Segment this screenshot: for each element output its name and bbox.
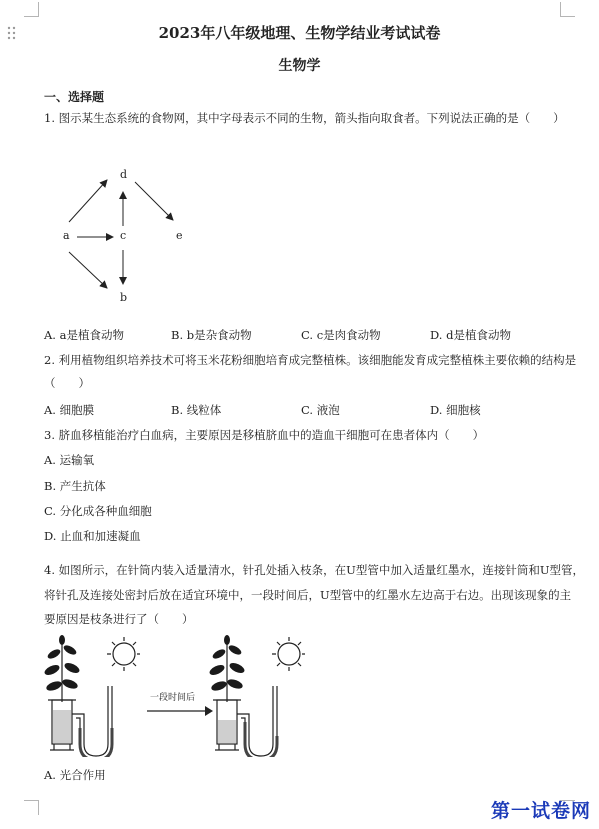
corner-mark-top-left bbox=[24, 2, 39, 17]
q3-option-b[interactable]: B. 产生抗体 bbox=[44, 479, 106, 493]
q4-stem-line3: 要原因是枝条进行了（ ） bbox=[44, 612, 194, 626]
q4-stem-line2: 将针孔及连接处密封后放在适宜环境中，一段时间后，U型管中的红墨水左边高于右边。出现该现象的主 bbox=[44, 588, 572, 602]
q2-option-b[interactable]: B. 线粒体 bbox=[171, 403, 222, 417]
q1-option-a[interactable]: A. a是植食动物 bbox=[44, 328, 124, 342]
exam-subtitle: 生物学 bbox=[278, 58, 321, 74]
q4-option-a[interactable]: A. 光合作用 bbox=[44, 768, 106, 782]
q2-stem-line2: （ ） bbox=[44, 376, 90, 390]
q1-stem: 1. 图示某生态系统的食物网，其中字母表示不同的生物，箭头指向取食者。下列说法正确的是（ ） bbox=[44, 111, 565, 125]
arrow-a-to-d bbox=[69, 180, 107, 222]
section-heading: 一、选择题 bbox=[44, 90, 105, 104]
q2-option-c[interactable]: C. 液泡 bbox=[301, 403, 340, 417]
node-a: a bbox=[63, 229, 70, 242]
q1-option-c[interactable]: C. c是肉食动物 bbox=[301, 328, 381, 342]
node-d: d bbox=[120, 168, 128, 181]
arrow-d-to-e bbox=[135, 182, 173, 220]
arrow-a-to-b bbox=[69, 252, 107, 288]
apparatus-after-figure bbox=[205, 632, 305, 757]
time-arrow-label: 一段时间后 bbox=[150, 693, 196, 703]
corner-mark-top-right bbox=[560, 2, 575, 17]
q4-stem-line1: 4. 如图所示，在针筒内装入适量清水，针孔处插入枝条，在U型管中加入适量红墨水，连接针筒和U型管， bbox=[44, 563, 585, 577]
q3-stem: 3. 脐血移植能治疗白血病，主要原因是移植脐血中的造血干细胞可在患者体内（ ） bbox=[44, 428, 485, 442]
site-watermark: 第一试卷网 bbox=[490, 800, 591, 822]
q1-option-b[interactable]: B. b是杂食动物 bbox=[171, 328, 252, 342]
corner-mark-bottom-left bbox=[24, 800, 39, 815]
q3-option-d[interactable]: D. 止血和加速凝血 bbox=[44, 529, 141, 543]
node-c: c bbox=[120, 229, 127, 242]
q2-option-d[interactable]: D. 细胞核 bbox=[430, 403, 481, 417]
q3-option-a[interactable]: A. 运输氧 bbox=[44, 453, 95, 467]
apparatus-before-figure bbox=[40, 632, 140, 757]
q2-stem-line1: 2. 利用植物组织培养技术可将玉米花粉细胞培育成完整植株。该细胞能发育成完整植株主要依赖的结构是 bbox=[44, 353, 577, 367]
q3-option-c[interactable]: C. 分化成各种血细胞 bbox=[44, 504, 152, 518]
node-b: b bbox=[120, 291, 128, 304]
q1-option-d[interactable]: D. d是植食动物 bbox=[430, 328, 511, 342]
node-e: e bbox=[176, 229, 183, 242]
q2-option-a[interactable]: A. 细胞膜 bbox=[44, 403, 95, 417]
exam-title: 2023年八年级地理、生物学结业考试试卷 bbox=[158, 24, 441, 42]
